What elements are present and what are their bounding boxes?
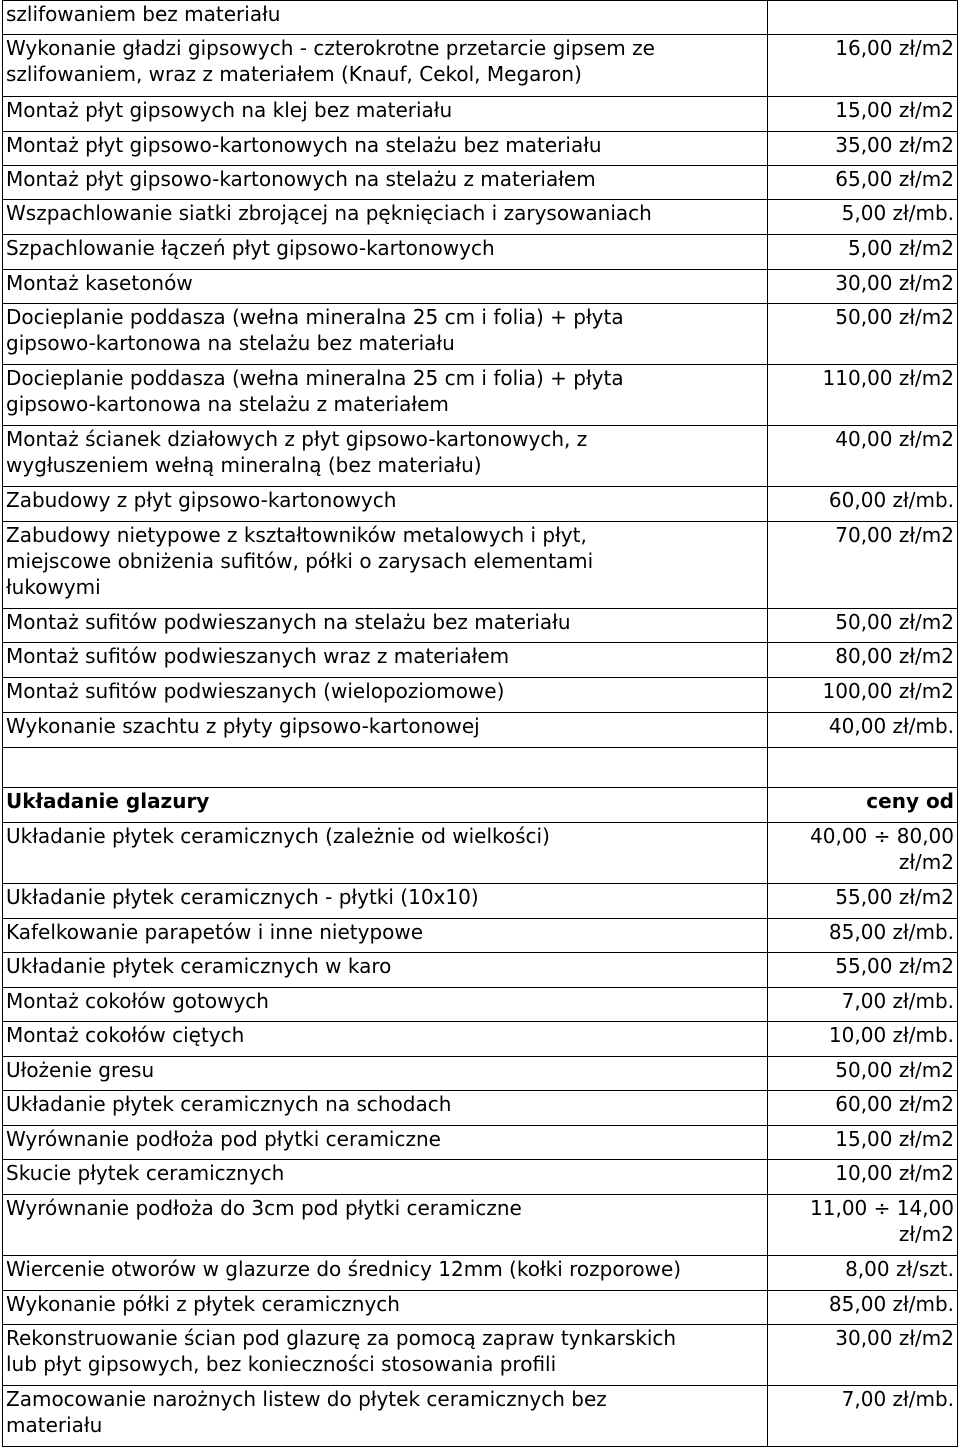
service-price: 60,00 zł/m2 — [768, 1091, 958, 1126]
service-description: Wykonanie szachtu z płyty gipsowo-kartonowej — [3, 713, 768, 748]
service-description: Wyrównanie podłoża pod płytki ceramiczne — [3, 1126, 768, 1160]
service-description: Wszpachlowanie siatki zbrojącej na pęknięciach i zarysowaniach — [3, 200, 768, 235]
service-description: Montaż płyt gipsowych na klej bez materiału — [3, 97, 768, 132]
service-price: 11,00 ÷ 14,00 zł/m2 — [768, 1195, 958, 1256]
service-price: 55,00 zł/m2 — [768, 953, 958, 988]
table-row — [3, 919, 958, 953]
table-row — [3, 1, 958, 35]
service-description: Zabudowy nietypowe z kształtowników metalowych i płyt, miejscowe obniżenia sufitów, półki o zarysach elementami łukowymi — [3, 522, 768, 609]
service-description: Montaż sufitów podwieszanych na stelażu bez materiału — [3, 609, 768, 643]
service-description: Wykonanie półki z płytek ceramicznych — [3, 1291, 768, 1325]
service-price: 10,00 zł/mb. — [768, 1022, 958, 1057]
service-price: 7,00 zł/mb. — [768, 988, 958, 1022]
table-row — [3, 1126, 958, 1160]
table-row — [3, 304, 958, 365]
service-description: Skucie płytek ceramicznych — [3, 1160, 768, 1195]
service-description: Układanie płytek ceramicznych - płytki (10x10) — [3, 884, 768, 919]
service-description: Układanie płytek ceramicznych w karo — [3, 953, 768, 988]
service-price: 65,00 zł/m2 — [768, 166, 958, 200]
service-price: 5,00 zł/m2 — [768, 235, 958, 270]
table-row — [3, 487, 958, 522]
service-description: Montaż sufitów podwieszanych wraz z materiałem — [3, 643, 768, 678]
service-description: Docieplanie poddasza (wełna mineralna 25 cm i folia) + płyta gipsowo-kartonowa na stelażu z materiałem — [3, 365, 768, 426]
service-price: 40,00 zł/m2 — [768, 426, 958, 487]
service-price: 55,00 zł/m2 — [768, 884, 958, 919]
service-price: 70,00 zł/m2 — [768, 522, 958, 609]
service-description: Montaż płyt gipsowo-kartonowych na stelażu bez materiału — [3, 132, 768, 166]
service-description: Ułożenie gresu — [3, 1057, 768, 1091]
section-header-row — [3, 788, 958, 823]
table-row — [3, 35, 958, 97]
table-row — [3, 426, 958, 487]
service-description: Szpachlowanie łączeń płyt gipsowo-kartonowych — [3, 235, 768, 270]
service-price: 50,00 zł/m2 — [768, 609, 958, 643]
service-price: 30,00 zł/m2 — [768, 270, 958, 304]
service-description: Układanie płytek ceramicznych na schodach — [3, 1091, 768, 1126]
service-price: 40,00 ÷ 80,00 zł/m2 — [768, 823, 958, 884]
service-price: 50,00 zł/m2 — [768, 304, 958, 365]
table-row — [3, 643, 958, 678]
table-row — [3, 166, 958, 200]
table-row — [3, 1195, 958, 1256]
service-description: szlifowaniem bez materiału — [3, 1, 768, 35]
service-price: 10,00 zł/m2 — [768, 1160, 958, 1195]
service-description: Układanie płytek ceramicznych (zależnie od wielkości) — [3, 823, 768, 884]
service-price: 100,00 zł/m2 — [768, 678, 958, 713]
service-description: Wyrównanie podłoża do 3cm pod płytki ceramiczne — [3, 1195, 768, 1256]
price-column-header: ceny od — [768, 788, 958, 823]
price-table-body — [3, 1, 958, 1447]
service-description: Zabudowy z płyt gipsowo-kartonowych — [3, 487, 768, 522]
table-row — [3, 522, 958, 609]
table-row — [3, 953, 958, 988]
service-price: 15,00 zł/m2 — [768, 97, 958, 132]
table-row — [3, 1256, 958, 1291]
service-description: Montaż ścianek działowych z płyt gipsowo-kartonowych, z wygłuszeniem wełną mineralną (bez materiału) — [3, 426, 768, 487]
service-description: Montaż cokołów gotowych — [3, 988, 768, 1022]
service-price: 7,00 zł/mb. — [768, 1386, 958, 1447]
service-description: Montaż płyt gipsowo-kartonowych na stelażu z materiałem — [3, 166, 768, 200]
table-row — [3, 1091, 958, 1126]
service-description: Montaż kasetonów — [3, 270, 768, 304]
service-description: Wiercenie otworów w glazurze do średnicy 12mm (kołki rozporowe) — [3, 1256, 768, 1291]
table-row — [3, 988, 958, 1022]
service-price: 85,00 zł/mb. — [768, 1291, 958, 1325]
service-price — [768, 1, 958, 35]
service-description: Montaż sufitów podwieszanych (wielopoziomowe) — [3, 678, 768, 713]
service-description: Rekonstruowanie ścian pod glazurę za pomocą zapraw tynkarskich lub płyt gipsowych, bez konieczności stosowania profili — [3, 1325, 768, 1386]
table-row — [3, 1291, 958, 1325]
table-row — [3, 235, 958, 270]
table-row — [3, 1057, 958, 1091]
table-row — [3, 97, 958, 132]
table-row — [3, 713, 958, 748]
service-description: Kafelkowanie parapetów i inne nietypowe — [3, 919, 768, 953]
table-row — [3, 1386, 958, 1447]
table-row — [3, 270, 958, 304]
service-description: Zamocowanie narożnych listew do płytek ceramicznych bez materiału — [3, 1386, 768, 1447]
section-spacer — [3, 748, 958, 788]
service-description: Docieplanie poddasza (wełna mineralna 25 cm i folia) + płyta gipsowo-kartonowa na stelażu bez materiału — [3, 304, 768, 365]
service-price: 8,00 zł/szt. — [768, 1256, 958, 1291]
table-row — [3, 1022, 958, 1057]
table-row — [3, 609, 958, 643]
table-row — [3, 200, 958, 235]
service-price: 30,00 zł/m2 — [768, 1325, 958, 1386]
table-row — [3, 678, 958, 713]
table-row — [3, 1160, 958, 1195]
table-row — [3, 365, 958, 426]
table-row — [3, 884, 958, 919]
service-price: 40,00 zł/mb. — [768, 713, 958, 748]
service-price: 16,00 zł/m2 — [768, 35, 958, 97]
table-row — [3, 132, 958, 166]
service-price: 80,00 zł/m2 — [768, 643, 958, 678]
service-price: 5,00 zł/mb. — [768, 200, 958, 235]
service-description: Montaż cokołów ciętych — [3, 1022, 768, 1057]
price-table — [2, 0, 958, 1447]
service-price: 60,00 zł/mb. — [768, 487, 958, 522]
service-price: 35,00 zł/m2 — [768, 132, 958, 166]
service-price: 15,00 zł/m2 — [768, 1126, 958, 1160]
service-description: Wykonanie gładzi gipsowych - czterokrotne przetarcie gipsem ze szlifowaniem, wraz z materiałem (Knauf, Cekol, Megaron) — [3, 35, 768, 97]
table-row — [3, 1325, 958, 1386]
spacer-cell — [768, 748, 958, 788]
table-row — [3, 823, 958, 884]
service-price: 85,00 zł/mb. — [768, 919, 958, 953]
spacer-cell — [3, 748, 768, 788]
service-price: 50,00 zł/m2 — [768, 1057, 958, 1091]
section-title: Układanie glazury — [3, 788, 768, 823]
service-price: 110,00 zł/m2 — [768, 365, 958, 426]
